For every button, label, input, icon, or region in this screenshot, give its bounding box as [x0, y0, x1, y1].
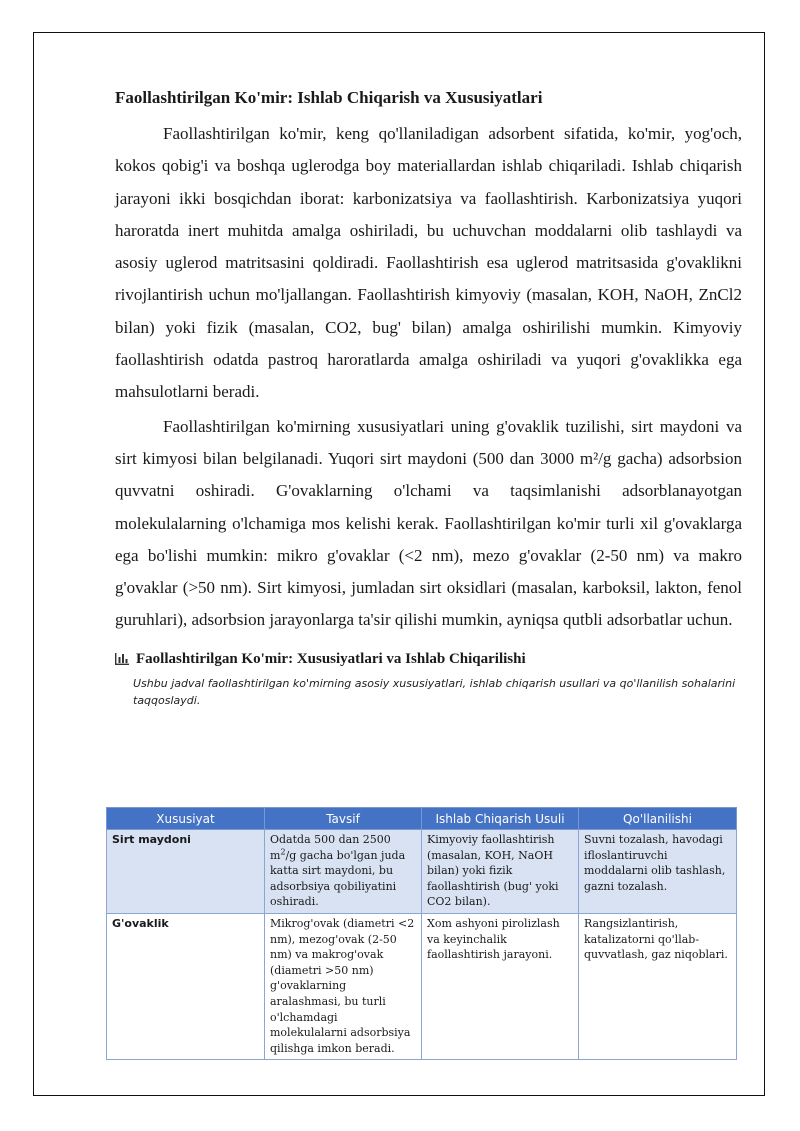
properties-table — [106, 807, 737, 1060]
column-header-application: Qo'llanilishi — [579, 808, 737, 830]
table-caption-text: Faollashtirilgan Ko'mir: Xususiyatlari va Ishlab Chiqarilishi — [136, 650, 526, 667]
document-body — [115, 86, 742, 709]
cell-description: Mikrog'ovak (diametri <2 nm), mezog'ovak (2-50 nm) va makrog'ovak (diametri >50 nm) g'ovaklarning aralashmasi, bu turli o'lchamdagi molekulalarni adsorbsiya qilishga imkon beradi. — [265, 913, 422, 1059]
cell-method: Xom ashyoni pirolizlash va keyinchalik faollashtirish jarayoni. — [422, 913, 579, 1059]
cell-property: Sirt maydoni — [107, 830, 265, 914]
cell-method: Kimyoviy faollashtirish (masalan, KOH, NaOH bilan) yoki fizik faollashtirish (bug' yoki CO2 bilan). — [422, 830, 579, 914]
column-header-method: Ishlab Chiqarish Usuli — [422, 808, 579, 830]
cell-application: Suvni tozalash, havodagi ifloslantiruvchi moddalarni olib tashlash, gazni tozalash. — [579, 830, 737, 914]
cell-description: Odatda 500 dan 2500 $m^2/g$ gacha bo'lgan juda katta sirt maydoni, bu adsorbsiya qobiliyatini oshiradi. — [265, 830, 422, 914]
table-row — [107, 830, 737, 914]
document-title: Faollashtirilgan Ko'mir: Ishlab Chiqarish va Xususiyatlari — [115, 88, 543, 107]
table-row — [107, 913, 737, 1059]
table-caption — [115, 649, 742, 669]
cell-property: G'ovaklik — [107, 913, 265, 1059]
column-header-description: Tavsif — [265, 808, 422, 830]
bar-chart-icon — [115, 652, 129, 665]
paragraph-properties: Faollashtirilgan ko'mirning xususiyatlari uning g'ovaklik tuzilishi, sirt maydoni va sirt kimyosi bilan belgilanadi. Yuqori sirt maydoni (500 dan 3000 m²/g gacha) adsorbsion quvvatni oshiradi. G'ovaklarning o'lchami va taqsimlanishi adsorblanayotgan molekulalarning o'lchamiga mos kelishi kerak. Faollashtirilgan ko'mir turli xil g'ovaklarga ega bo'lishi mumkin: mikro g'ovaklar (<2 nm), mezo g'ovaklar (2-50 nm) va makro g'ovaklar (>50 nm). Sirt kimyosi, jumladan sirt oksidlari (masalan, karboksil, lakton, fenol guruhlari), adsorbsion jarayonlarga ta'sir qilishi mumkin, ayniqsa qutbli adsorbatlar uchun. — [115, 416, 742, 630]
paragraph-production: Faollashtirilgan ko'mir, keng qo'llaniladigan adsorbent sifatida, ko'mir, yog'och, kokos qobig'i va boshqa uglerodga boy materiallardan ishlab chiqariladi. Ishlab chiqarish jarayoni ikki bosqichdan iborat: karbonizatsiya va faollashtirish. Karbonizatsiya yuqori haroratda inert muhitda amalga oshiriladi, bu uchuvchan moddalarni olib tashlaydi va asosiy uglerod matritsasini qoldiradi. Faollashtirish esa uglerod matritsasida g'ovaklikni rivojlantirish uchun mo'ljallangan. Faollashtirish kimyoviy (masalan, KOH, NaOH, ZnCl2 bilan) yoki fizik (masalan, CO2, bug' bilan) amalga oshirilishi mumkin. Kimyoviy faollashtirish odatda pastroq haroratlarda amalga oshiriladi va yuqori g'ovaklikka ega mahsulotlarni beradi. — [115, 124, 742, 402]
table-description: Ushbu jadval faollashtirilgan ko'mirning asosiy xususiyatlari, ishlab chiqarish usullari va qo'llanilish sohalarini taqqoslaydi. — [133, 676, 736, 707]
table-header-row — [107, 808, 737, 830]
column-header-property: Xususiyat — [107, 808, 265, 830]
cell-application: Rangsizlantirish, katalizatorni qo'llab-quvvatlash, gaz niqoblari. — [579, 913, 737, 1059]
